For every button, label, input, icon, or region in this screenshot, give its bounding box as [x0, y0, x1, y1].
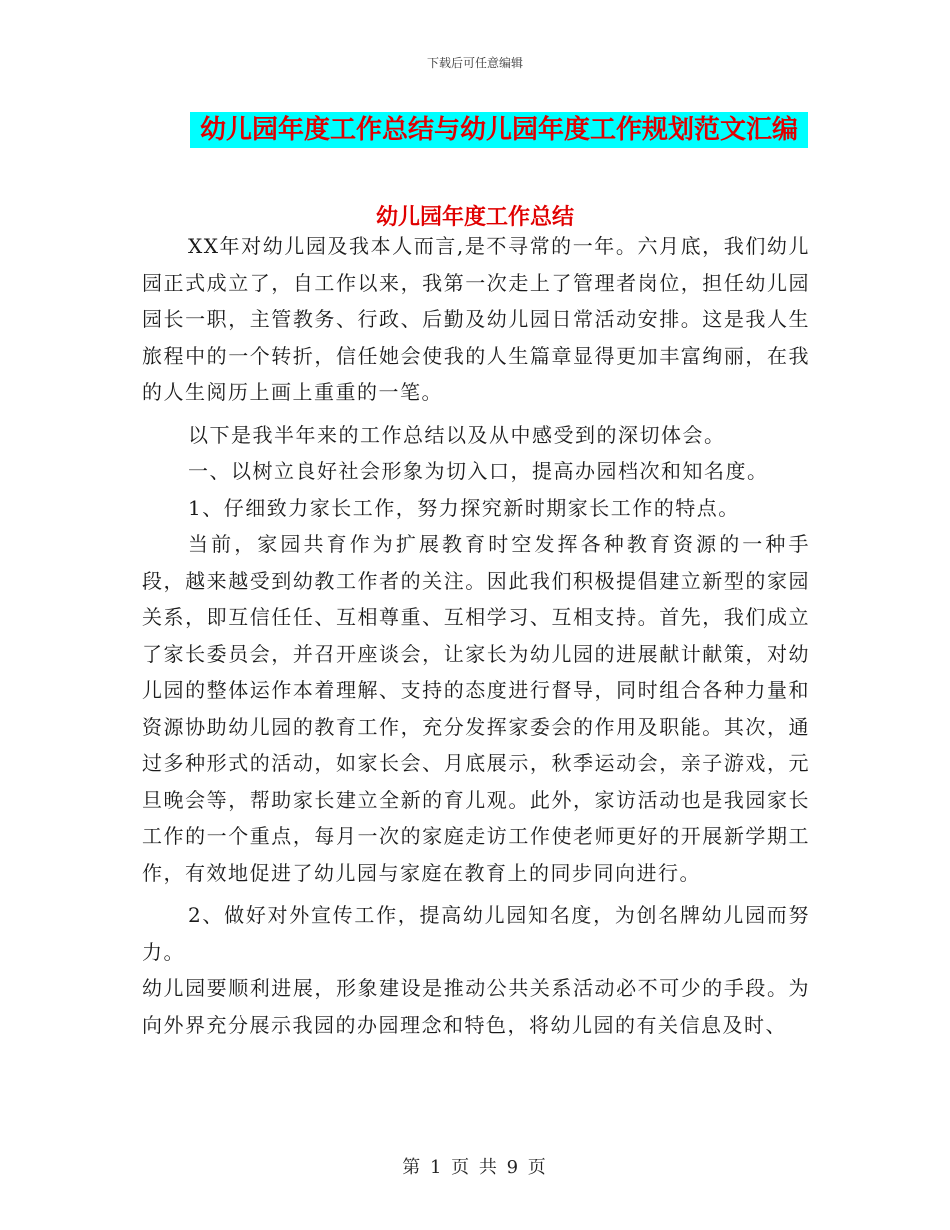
document-body: [142, 228, 810, 1043]
paragraph-publicity: 幼儿园要顺利进展，形象建设是推动公共关系活动必不可少的手段。为向外界充分展示我园的办园理念和特色，将幼儿园的有关信息及时、: [142, 976, 810, 1037]
paragraph-summary-lead: 以下是我半年来的工作总结以及从中感受到的深切体会。: [188, 422, 726, 447]
document-title: 幼儿园年度工作总结与幼儿园年度工作规划范文汇编: [190, 112, 808, 148]
page-header: 下载后可任意编辑: [426, 56, 523, 70]
section-title: 幼儿园年度工作总结: [375, 205, 574, 230]
page-footer: 第 1 页 共 9 页: [402, 1157, 548, 1178]
heading-one: 一、以树立良好社会形象为切入口，提高办园档次和知名度。: [188, 459, 769, 483]
paragraph-intro: XX年对幼儿园及我本人而言,是不寻常的一年。六月底，我们幼儿园正式成立了，自工作以来，我第一次走上了管理者岗位，担任幼儿园园长一职，主管教务、行政、后勤及幼儿园日常活动安排。这是我人生旅程中的一个转折，信任她会使我的人生篇章显得更加丰富绚丽，在我的人生阅历上画上重重的一笔。: [142, 234, 810, 404]
subheading-two: 2、做好对外宣传工作，提高幼儿园知名度，为创名牌幼儿园而努力。: [142, 903, 810, 964]
paragraph-parent-work: 当前，家园共育作为扩展教育时空发挥各种教育资源的一种手段，越来越受到幼教工作者的关注。因此我们积极提倡建立新型的家园关系，即互信任任、互相尊重、互相学习、互相支持。首先，我们成立了家长委员会，并召开座谈会，让家长为幼儿园的进展献计献策，对幼儿园的整体运作本着理解、支持的态度进行督导，同时组合各种力量和资源协助幼儿园的教育工作，充分发挥家委会的作用及职能。其次，通过多种形式的活动，如家长会、月底展示，秋季运动会，亲子游戏，元旦晚会等，帮助家长建立全新的育儿观。此外，家访活动也是我园家长工作的一个重点，每月一次的家庭走访工作使老师更好的开展新学期工作，有效地促进了幼儿园与家庭在教育上的同步同向进行。: [142, 532, 810, 885]
subheading-one: 1、仔细致力家长工作，努力探究新时期家长工作的特点。: [188, 495, 740, 520]
